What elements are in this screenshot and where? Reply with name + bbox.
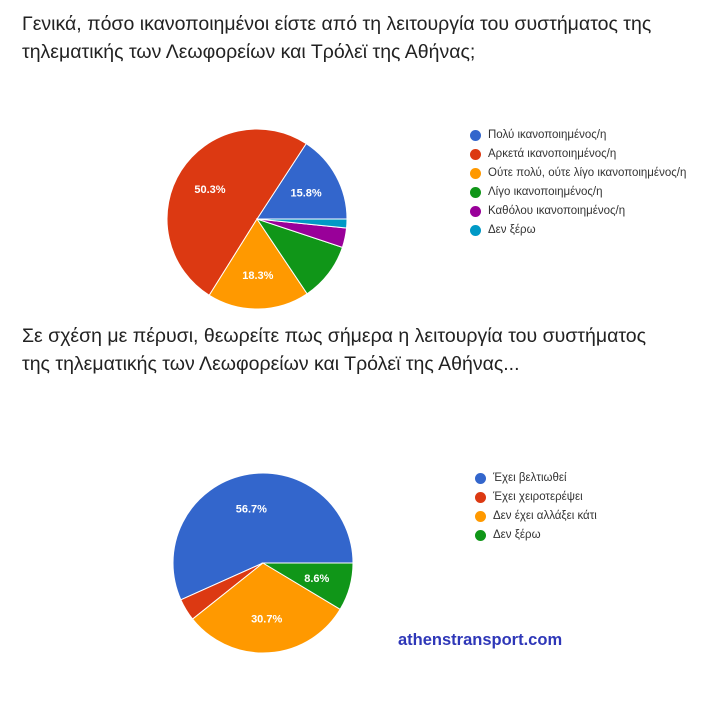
pie-chart-2 <box>172 472 354 654</box>
legend-label: Καθόλου ικανοποιημένος/η <box>488 205 626 217</box>
legend-label: Πολύ ικανοποιημένος/η <box>488 129 607 141</box>
chart-2-legend <box>475 472 675 548</box>
legend-label: Έχει βελτιωθεί <box>493 472 567 484</box>
legend1-item-5 <box>470 224 695 237</box>
legend-label: Λίγο ικανοποιημένος/η <box>488 186 603 198</box>
legend-label: Αρκετά ικανοποιημένος/η <box>488 148 617 160</box>
legend-swatch-icon <box>475 530 486 541</box>
pie1-slice-label-1: 50.3% <box>194 183 226 196</box>
legend-swatch-icon <box>475 473 486 484</box>
pie2-slice-label-2: 30.7% <box>251 613 283 626</box>
legend-swatch-icon <box>470 168 481 179</box>
legend-label: Ούτε πολύ, ούτε λίγο ικανοποιημένος/η <box>488 167 687 179</box>
watermark-text: athenstransport.com <box>398 631 563 649</box>
legend1-item-2 <box>470 167 695 180</box>
legend-label: Δεν ξέρω <box>493 529 541 541</box>
legend2-item-1 <box>475 491 675 504</box>
chart-1-title: Γενικά, πόσο ικανοποιημένοι είστε από τη λειτουργία του συστήματος της τηλεματικής των Λεωφορείων και Τρόλεϊ της Αθήνας; <box>22 13 652 63</box>
pie1-slice-label-0: 15.8% <box>290 187 322 200</box>
chart-2-title: Σε σχέση με πέρυσι, θεωρείτε πως σήμερα η λειτουργία του συστήματος της τηλεματικής των Λεωφορείων και Τρόλεϊ της Αθήνας... <box>22 325 647 375</box>
legend1-item-4 <box>470 205 695 218</box>
legend-swatch-icon <box>470 206 481 217</box>
legend2-item-3 <box>475 529 675 542</box>
legend-swatch-icon <box>475 511 486 522</box>
legend-label: Δεν έχει αλλάξει κάτι <box>493 510 597 522</box>
pie2-slice-label-0: 56.7% <box>235 503 267 516</box>
pie-chart-1 <box>166 128 348 310</box>
legend2-item-0 <box>475 472 675 485</box>
legend1-item-0 <box>470 129 695 142</box>
legend-label: Δεν ξέρω <box>488 224 536 236</box>
legend-swatch-icon <box>475 492 486 503</box>
legend1-item-1 <box>470 148 695 161</box>
pie1-slice-label-2: 18.3% <box>242 269 274 282</box>
legend-swatch-icon <box>470 149 481 160</box>
legend-swatch-icon <box>470 130 481 141</box>
legend1-item-3 <box>470 186 695 199</box>
legend-swatch-icon <box>470 225 481 236</box>
legend-label: Έχει χειροτερέψει <box>493 491 583 503</box>
legend2-item-2 <box>475 510 675 523</box>
pie2-slice-label-3: 8.6% <box>304 572 330 585</box>
chart-1-legend <box>470 129 695 243</box>
legend-swatch-icon <box>470 187 481 198</box>
